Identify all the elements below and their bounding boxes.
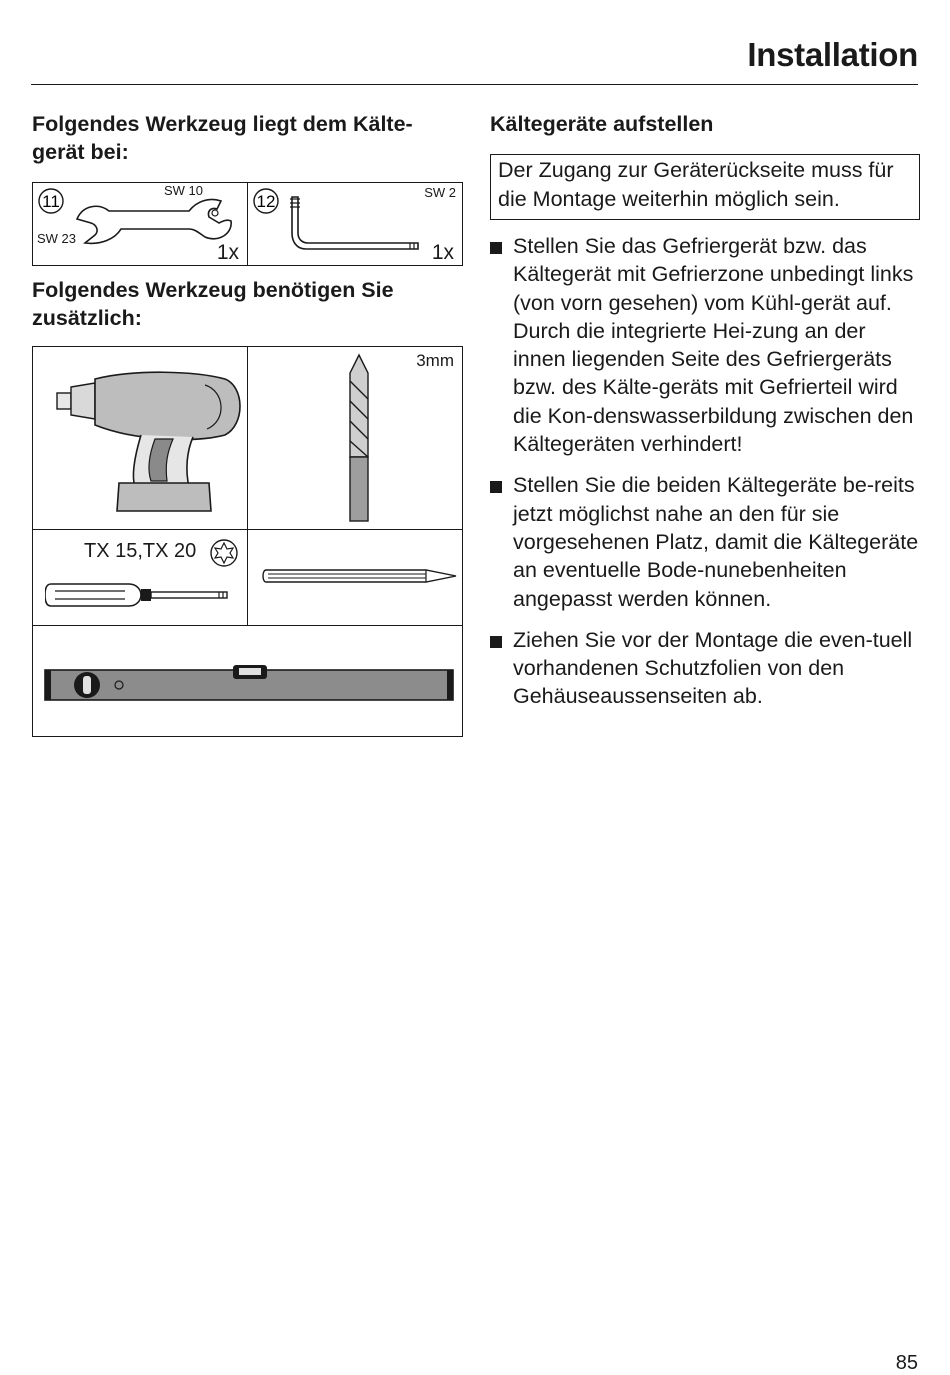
screwdriver-size-label: TX 15,TX 20: [84, 540, 197, 562]
note-box: Der Zugang zur Geräterückseite muss für die Montage weiterhin möglich sein.: [490, 154, 920, 220]
spanner-size-top: SW 10: [164, 183, 204, 198]
spirit-level-icon: [43, 664, 457, 704]
instruction-list: [490, 232, 920, 711]
list-item: Stellen Sie das Gefriergerät bzw. das Kältegerät mit Gefrierzone unbedingt links (von vorn gesehen) vom Kühl-gerät auf. Durch die integrierte Hei-zung an der innen liegenden Seite des Gefriergeräts bzw. des Kälte-geräts mit Gefrierteil wird die Kon-denswasserbildung zwischen den Kältegeräten verhindert!: [490, 232, 920, 458]
svg-text:12: 12: [256, 192, 276, 211]
cordless-drill-icon: [55, 365, 245, 515]
svg-text:11: 11: [42, 192, 60, 211]
hex-key-icon: [286, 193, 426, 253]
list-item: Stellen Sie die beiden Kältegeräte be-reits jetzt möglichst nahe an den für sie vorgesehenen Platz, damit die Kältegeräte an eventuelle Bode-nunebenheiten angepasst werden können.: [490, 471, 920, 612]
drill-bit-icon: [344, 353, 374, 525]
heading-required-tools: Folgendes Werkzeug benötigen Sie zusätzlich:: [32, 278, 394, 330]
supplied-tools-panel: [32, 182, 463, 266]
supplied-tool-spanner: [33, 183, 247, 265]
heading-supplied-tools: Folgendes Werkzeug liegt dem Kälte- gerät bei:: [32, 112, 413, 164]
screwdriver-icon: [45, 578, 231, 612]
pencil-icon: [262, 566, 458, 586]
item-number-12-icon: [252, 187, 280, 215]
hex-key-quantity: 1x: [431, 241, 454, 264]
item-number-11-icon: [37, 187, 65, 215]
required-tools-row-1: [33, 347, 462, 529]
bullet-square-icon: [490, 481, 502, 493]
right-column: [490, 108, 920, 724]
drill-bit-size-label: 3mm: [416, 351, 454, 370]
required-tools-row-3: [33, 625, 462, 736]
spanner-icon: [69, 193, 241, 249]
screwdriver-cell: [33, 530, 247, 625]
spirit-level-cell: [33, 626, 462, 736]
heading-setup: Kältegeräte aufstellen: [490, 112, 714, 136]
spanner-quantity: 1x: [216, 241, 239, 264]
left-column: [32, 108, 463, 737]
bullet-square-icon: [490, 242, 502, 254]
bullet-square-icon: [490, 636, 502, 648]
pencil-cell: [247, 530, 462, 625]
cordless-drill-cell: [33, 347, 247, 529]
torx-icon: [209, 538, 239, 568]
required-tools-panel: [32, 346, 463, 737]
header-rule: [31, 84, 918, 85]
hex-key-size-label: SW 2: [424, 185, 456, 200]
spanner-size-left: SW 23: [37, 231, 77, 246]
page-header-title: Installation: [747, 36, 918, 73]
list-item: Ziehen Sie vor der Montage die even-tuell vorhandenen Schutzfolien von den Gehäuseaussenseiten ab.: [490, 626, 920, 711]
supplied-tool-hex-key: [247, 183, 462, 265]
page-number: 85: [895, 1352, 918, 1374]
required-tools-row-2: [33, 529, 462, 625]
drill-bit-cell: [247, 347, 462, 529]
